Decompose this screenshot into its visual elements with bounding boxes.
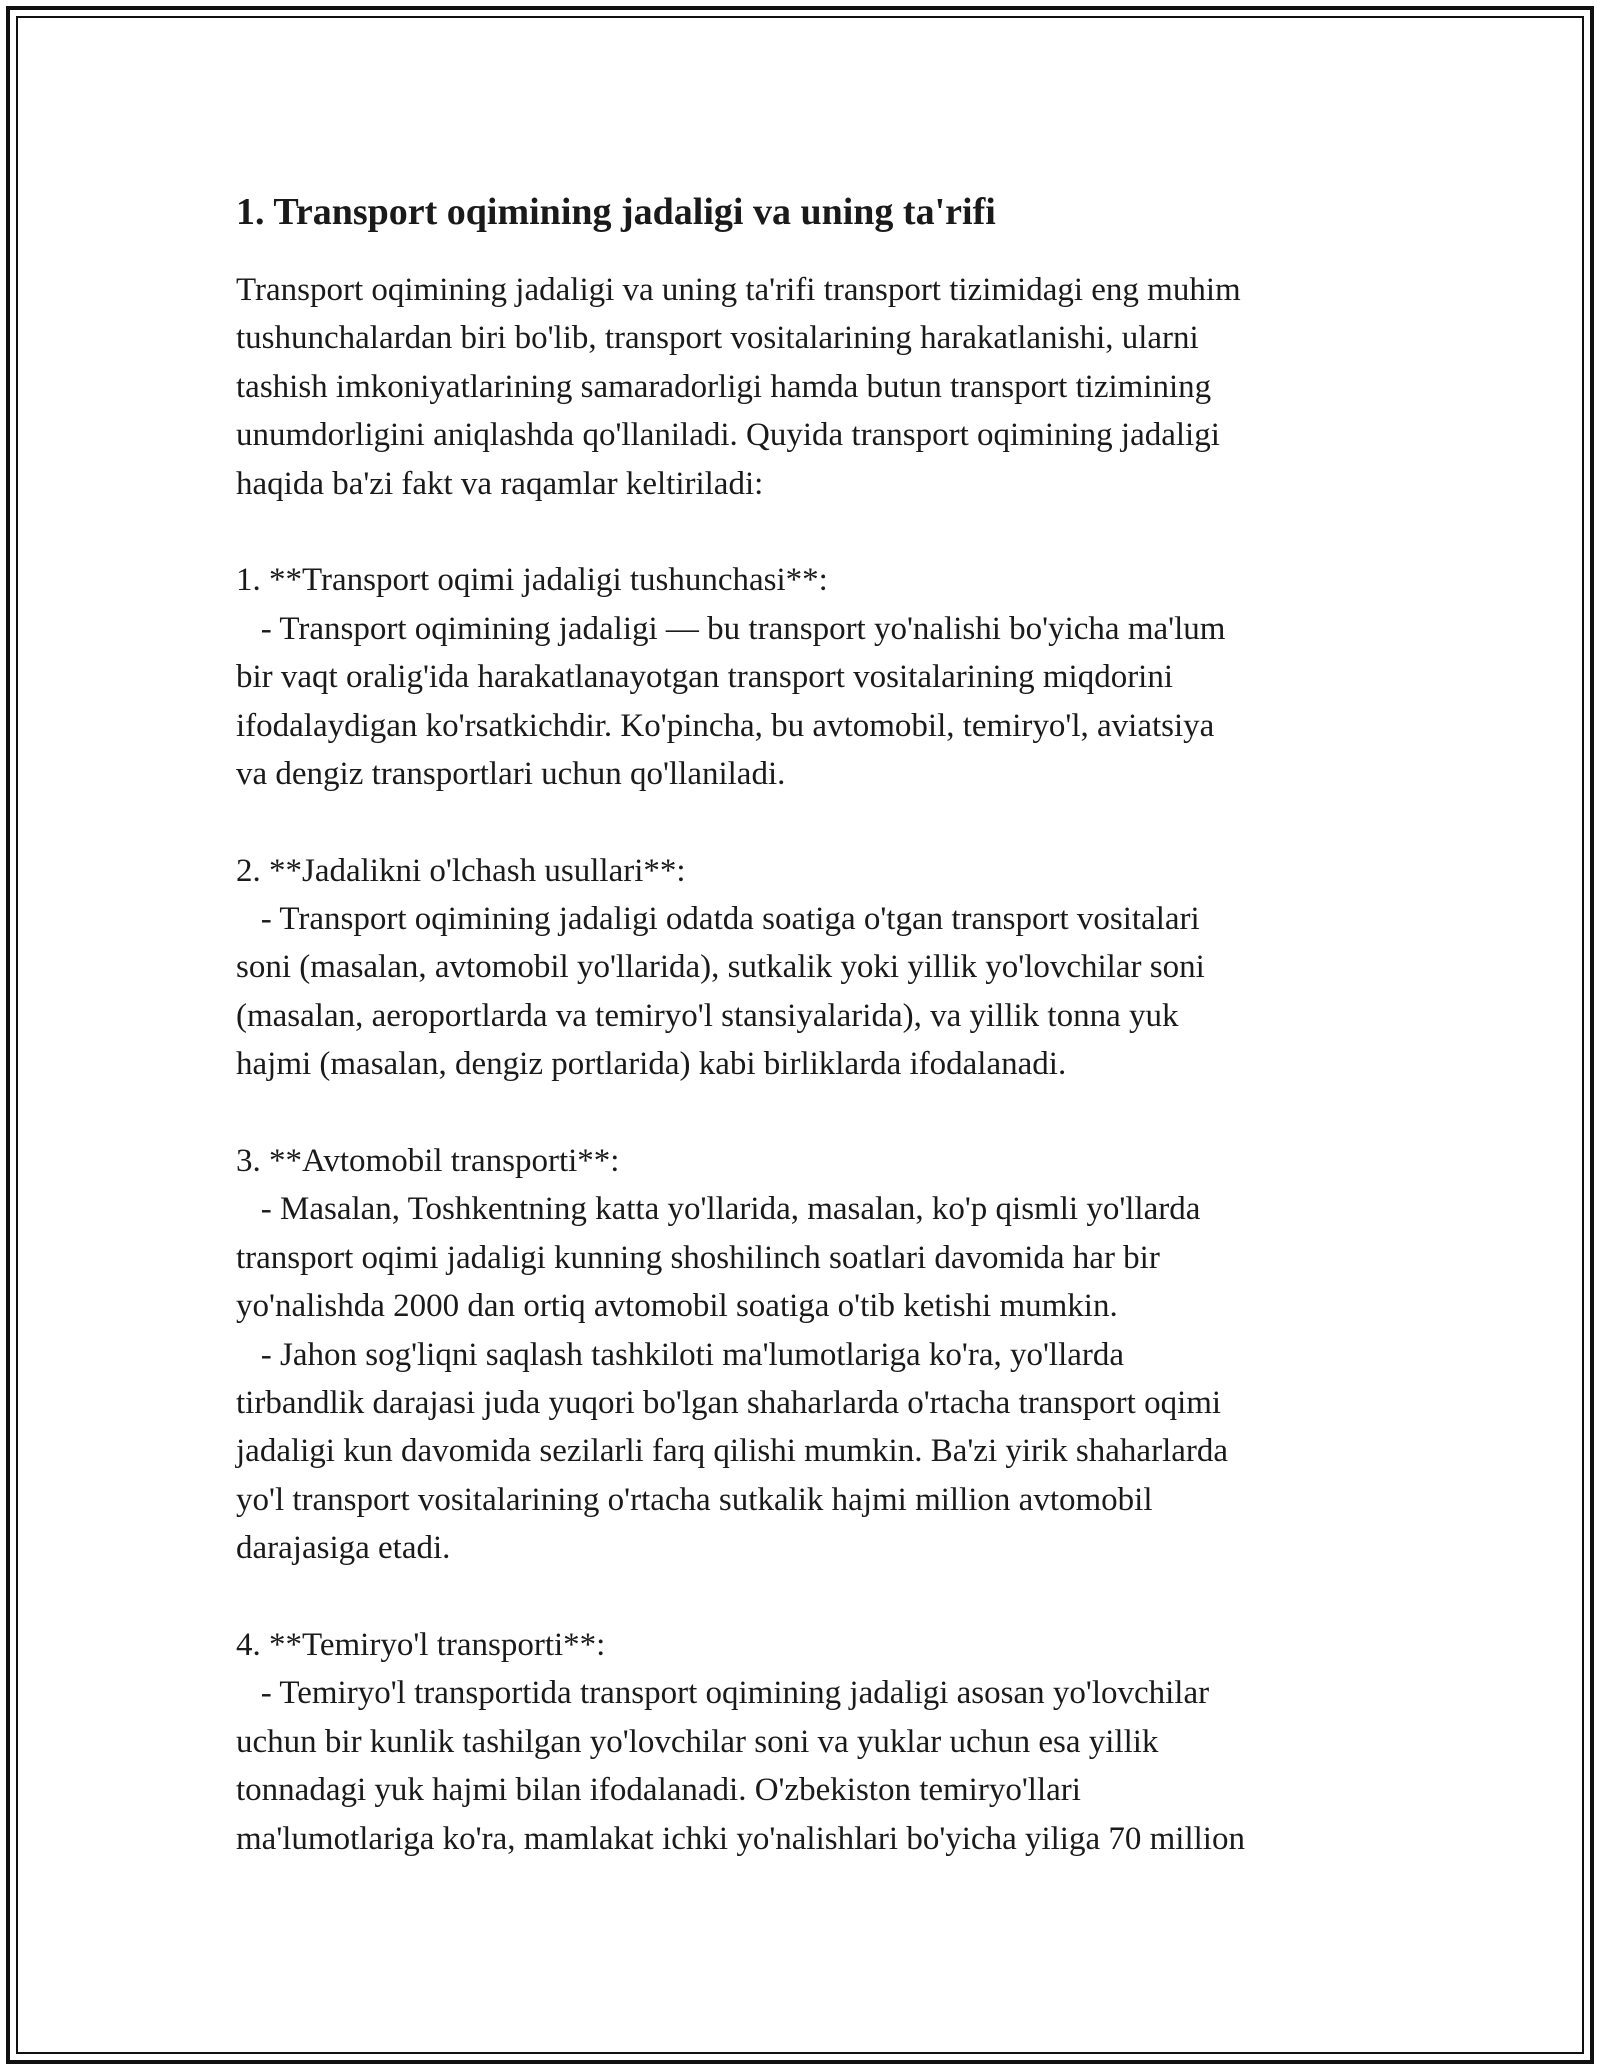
text-line: - Temiryo'l transportida transport oqimining jadaligi asosan yo'lovchilar — [236, 1675, 1210, 1712]
text-line: tirbandlik darajasi juda yuqori bo'lgan shaharlarda o'rtacha transport oqimi — [236, 1384, 1222, 1421]
text-line: ma'lumotlariga ko'ra, mamlakat ichki yo'nalishlari bo'yicha yiliga 70 million — [236, 1820, 1245, 1857]
text-line: (masalan, aeroportlarda va temiryo'l stansiyalarida), va yillik tonna yuk — [236, 997, 1179, 1034]
text-line: yo'l transport vositalarining o'rtacha sutkalik hajmi million avtomobil — [236, 1481, 1153, 1518]
text-line: tashish imkoniyatlarining samaradorligi hamda butun transport tizimining — [236, 368, 1212, 405]
text-line: jadaligi kun davomida sezilarli farq qilishi mumkin. Ba'zi yirik shaharlarda — [236, 1433, 1229, 1470]
paragraph-gap — [236, 508, 1376, 556]
text-line: bir vaqt oralig'ida harakatlanayotgan transport vositalarining miqdorini — [236, 659, 1174, 696]
paragraph-gap — [236, 1573, 1376, 1621]
text-line: ifodalaydigan ko'rsatkichdir. Ko'pincha, bu avtomobil, temiryo'l, aviatsiya — [236, 707, 1215, 744]
text-line: unumdorligini aniqlashda qo'llaniladi. Quyida transport oqimining jadaligi — [236, 417, 1220, 454]
text-line: Transport oqimining jadaligi va uning ta'rifi transport tizimidagi eng muhim — [236, 272, 1241, 308]
section-3 — [236, 1137, 1376, 1573]
text-line: darajasiga etadi. — [236, 1530, 451, 1567]
section-heading: 3. **Avtomobil transporti**: — [236, 1143, 620, 1180]
section-heading: 4. **Temiryo'l transporti**: — [236, 1626, 606, 1663]
text-line: - Masalan, Toshkentning katta yo'llarida, masalan, ko'p qismli yo'llarda — [236, 1191, 1201, 1228]
page-title: 1. Transport oqimining jadaligi va uning ta'rifi — [236, 191, 996, 233]
text-line: - Jahon sog'liqni saqlash tashkiloti ma'lumotlariga ko'ra, yo'llarda — [236, 1336, 1125, 1373]
intro-paragraph — [236, 266, 1376, 508]
text-line: haqida ba'zi fakt va raqamlar keltiriladi: — [236, 465, 764, 502]
text-line: hajmi (masalan, dengiz portlarida) kabi birliklarda ifodalanadi. — [236, 1046, 1067, 1083]
text-line: - Transport oqimining jadaligi odatda soatiga o'tgan transport vositalari — [236, 901, 1200, 938]
text-line: tonnadagi yuk hajmi bilan ifodalanadi. O'zbekiston temiryo'llari — [236, 1772, 1081, 1809]
text-line: - Transport oqimining jadaligi — bu transport yo'nalishi bo'yicha ma'lum — [236, 610, 1226, 647]
section-heading: 1. **Transport oqimi jadaligi tushunchasi**: — [236, 562, 828, 599]
text-line: tushunchalardan biri bo'lib, transport vositalarining harakatlanishi, ularni — [236, 320, 1199, 357]
text-line: transport oqimi jadaligi kunning shoshilinch soatlari davomida har bir — [236, 1239, 1160, 1276]
text-line: uchun bir kunlik tashilgan yo'lovchilar soni va yuklar uchun esa yillik — [236, 1723, 1159, 1760]
document-body — [236, 186, 1376, 1863]
section-2 — [236, 847, 1376, 1089]
section-4 — [236, 1621, 1376, 1863]
text-line: yo'nalishda 2000 dan ortiq avtomobil soatiga o'tib ketishi mumkin. — [236, 1288, 1118, 1325]
paragraph-gap — [236, 798, 1376, 846]
section-heading: 2. **Jadalikni o'lchash usullari**: — [236, 852, 686, 889]
text-line: soni (masalan, avtomobil yo'llarida), sutkalik yoki yillik yo'lovchilar soni — [236, 949, 1205, 986]
paragraph-gap — [236, 1089, 1376, 1137]
section-1 — [236, 556, 1376, 798]
text-line: va dengiz transportlari uchun qo'llaniladi. — [236, 755, 786, 792]
